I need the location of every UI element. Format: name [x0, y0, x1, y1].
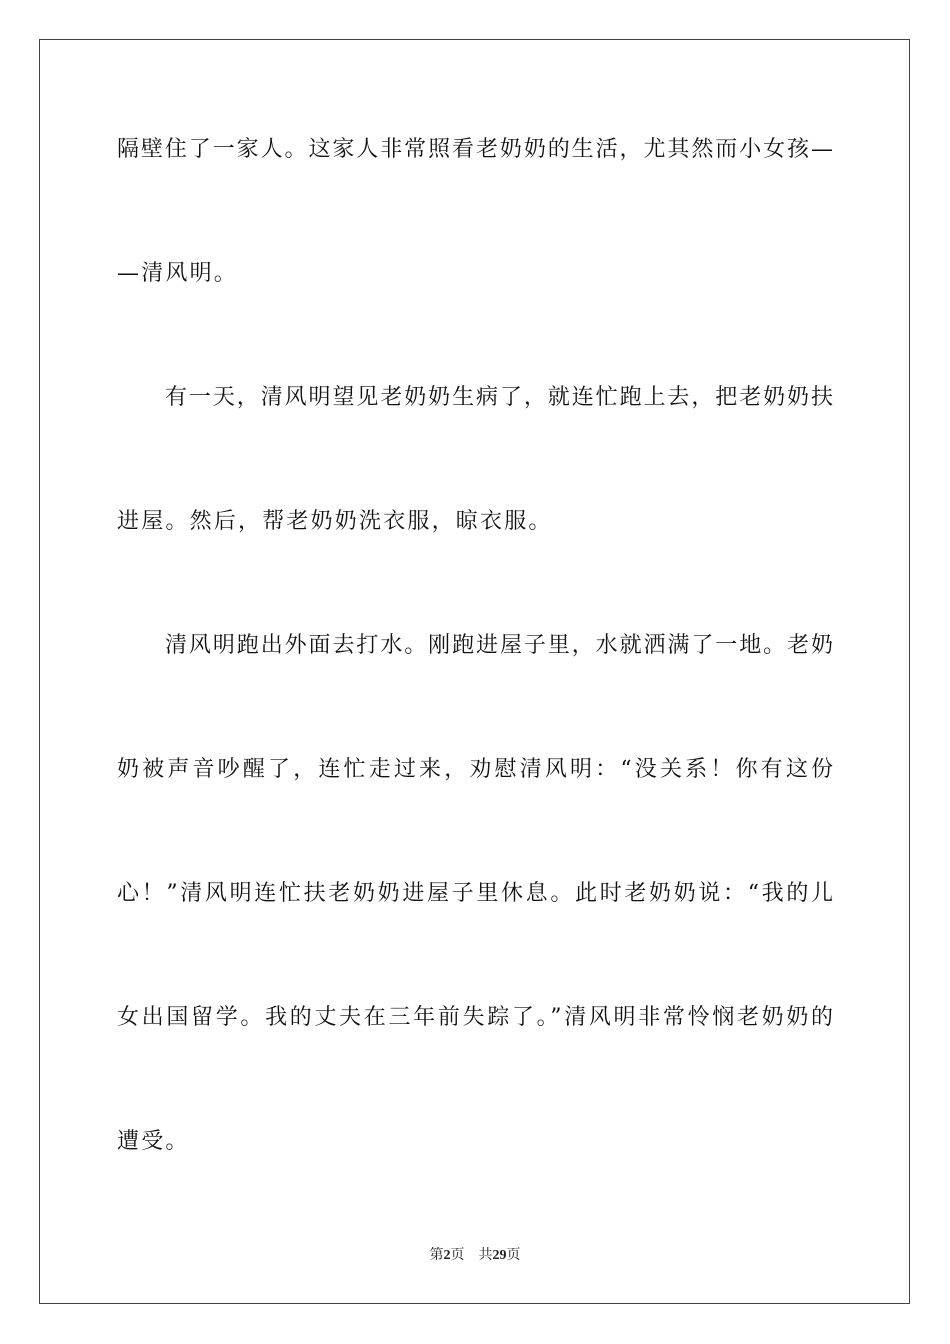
text-line-2: —清风明。	[117, 261, 239, 286]
text-line-8: 女出国留学。我的丈夫在三年前失踪了。”清风明非常怜悯老奶奶的	[117, 1005, 833, 1030]
text-line-3: 有一天，清风明望见老奶奶生病了，就连忙跑上去，把老奶奶扶	[165, 385, 833, 410]
footer-page-suffix: 页	[450, 1248, 465, 1263]
footer-total-suffix: 页	[506, 1248, 521, 1263]
page-border	[39, 39, 910, 1304]
text-line-1: 隔壁住了一家人。这家人非常照看老奶奶的生活，尤其然而小女孩—	[117, 137, 833, 162]
text-line-7: 心！”清风明连忙扶老奶奶进屋子里休息。此时老奶奶说：“我的儿	[117, 881, 833, 906]
text-line-5: 清风明跑出外面去打水。刚跑进屋子里，水就洒满了一地。老奶	[165, 633, 833, 658]
text-line-6: 奶被声音吵醒了，连忙走过来，劝慰清风明：“没关系！你有这份	[117, 757, 833, 782]
page-footer	[0, 1246, 950, 1266]
footer-page-number: 2	[443, 1248, 451, 1263]
text-line-4: 进屋。然后，帮老奶奶洗衣服，晾衣服。	[117, 509, 553, 534]
footer-total-pages: 29	[492, 1248, 507, 1263]
text-line-9: 遭受。	[117, 1129, 190, 1154]
footer-total-prefix: 共	[478, 1248, 493, 1263]
footer-page-prefix: 第	[429, 1248, 444, 1263]
